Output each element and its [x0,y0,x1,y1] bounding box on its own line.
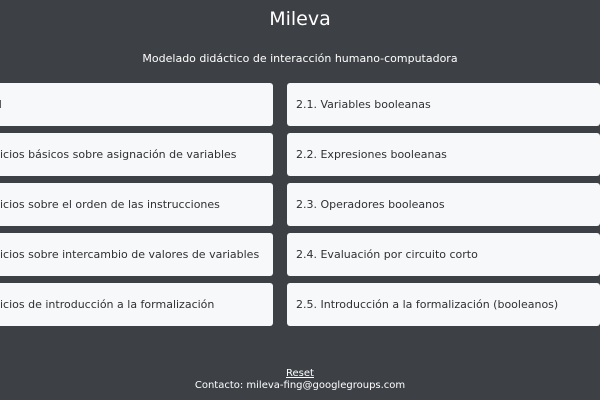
exercise-card-2-1[interactable] [287,83,600,126]
exercise-card-label: icios de introducción a la formalización [0,298,215,311]
exercise-card-label: icios sobre el orden de las instrucciones [0,198,220,211]
exercise-card-label: 2.2. Expresiones booleanas [296,148,447,161]
page-subtitle: Modelado didáctico de interacción humano-computadora [142,52,458,65]
exercise-card[interactable] [0,283,273,326]
exercise-card[interactable] [0,83,273,126]
exercise-card-2-3[interactable] [287,183,600,226]
exercise-card-2-2[interactable] [287,133,600,176]
exercise-card-label [0,83,273,126]
contact-text: Contacto: mileva-fing@googlegroups.com [194,380,406,391]
exercise-card-label: 2.4. Evaluación por circuito corto [296,248,478,261]
page-title: Mileva [269,8,331,30]
right-column [287,83,600,333]
exercise-card-2-4[interactable] [287,233,600,276]
exercise-card[interactable] [0,133,273,176]
exercise-card-label: icios básicos sobre asignación de variables [0,148,237,161]
exercise-card[interactable] [0,183,273,226]
reset-link[interactable]: Reset [286,368,314,379]
exercise-card-label: icios sobre intercambio de valores de variables [0,248,260,261]
footer [0,368,600,392]
exercise-card-label: 2.3. Operadores booleanos [296,198,445,211]
exercise-card-label: 2.1. Variables booleanas [296,98,431,111]
left-column [0,83,273,333]
exercise-card-2-5[interactable] [287,283,600,326]
exercise-card-label: 2.5. Introducción a la formalización (booleanos) [296,298,559,311]
exercise-card[interactable] [0,233,273,276]
